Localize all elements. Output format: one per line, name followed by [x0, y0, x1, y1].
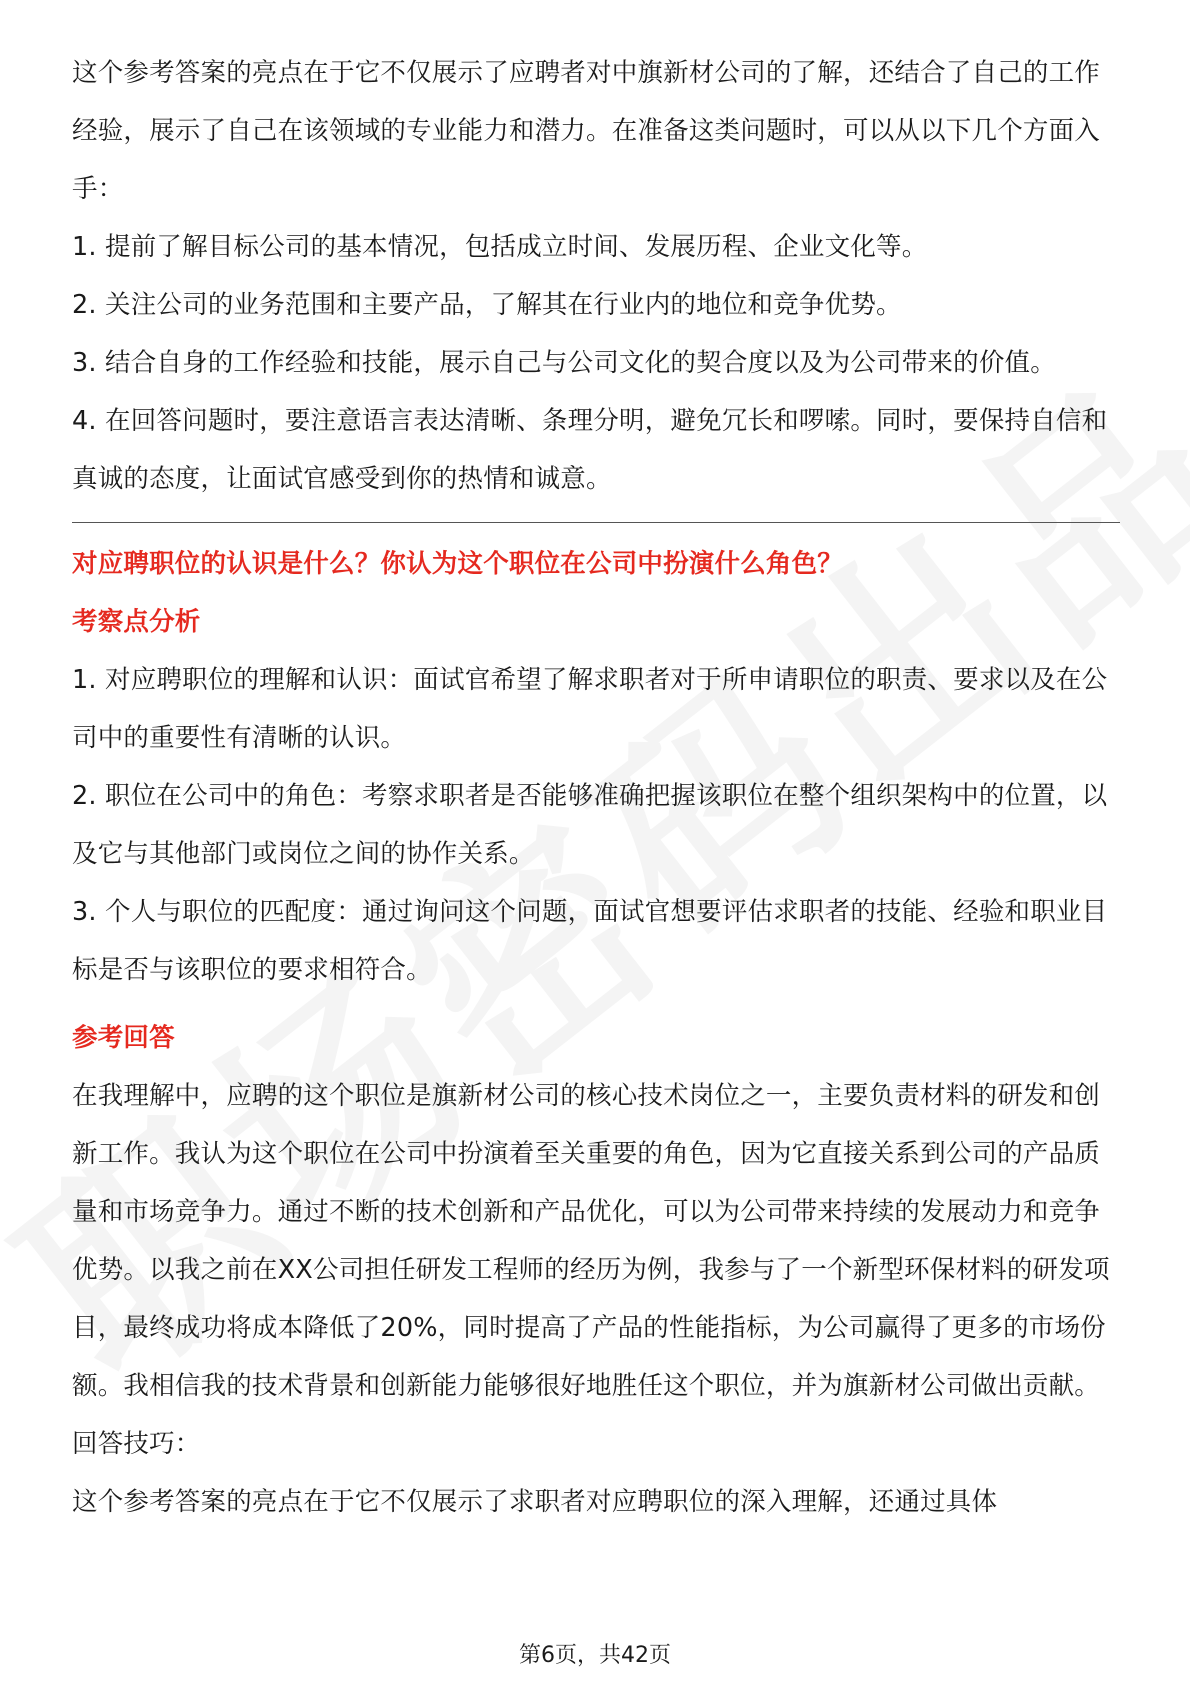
tips-label: 回答技巧：	[72, 1429, 201, 1459]
reference-answer: 在我理解中，应聘的这个职位是旗新材公司的核心技术岗位之一，主要负责材料的研发和创新工作。我认为这个职位在公司中扮演着至关重要的角色，因为它直接关系到公司的产品质量和市场竞争力。通过不断的技术创新和产品优化，可以为公司带来持续的发展动力和竞争优势。以我之前在XX公司担任研发工程师的经历为例，我参与了一个新型环保材料的研发项目，最终成功将成本降低了20%，同时提高了产品的性能指标，为公司赢得了更多的市场份额。我相信我的技术背景和创新能力能够很好地胜任这个职位，并为旗新材公司做出贡献。	[72, 1081, 1110, 1401]
tip-item: 1. 提前了解目标公司的基本情况，包括成立时间、发展历程、企业文化等。	[72, 232, 928, 262]
page-content	[72, 44, 1120, 1531]
reference-heading: 参考回答	[72, 1023, 175, 1053]
tip-item: 3. 结合自身的工作经验和技能，展示自己与公司文化的契合度以及为公司带来的价值。	[72, 348, 1056, 378]
tip-item: 4. 在回答问题时，要注意语言表达清晰、条理分明，避免冗长和啰嗦。同时，要保持自信和真诚的态度，让面试官感受到你的热情和诚意。	[72, 406, 1108, 494]
question-heading: 对应聘职位的认识是什么？你认为这个职位在公司中扮演什么角色？	[72, 549, 844, 579]
closing-paragraph: 这个参考答案的亮点在于它不仅展示了求职者对应聘职位的深入理解，还通过具体	[72, 1487, 998, 1517]
analysis-point: 2. 职位在公司中的角色：考察求职者是否能够准确把握该职位在整个组织架构中的位置，以及它与其他部门或岗位之间的协作关系。	[72, 781, 1108, 869]
tip-item: 2. 关注公司的业务范围和主要产品，了解其在行业内的地位和竞争优势。	[72, 290, 902, 320]
intro-paragraph: 这个参考答案的亮点在于它不仅展示了应聘者对中旗新材公司的了解，还结合了自己的工作经验，展示了自己在该领域的专业能力和潜力。在准备这类问题时，可以从以下几个方面入手：	[72, 58, 1101, 204]
analysis-point: 1. 对应聘职位的理解和认识：面试官希望了解求职者对于所申请职位的职责、要求以及在公司中的重要性有清晰的认识。	[72, 665, 1108, 753]
analysis-point: 3. 个人与职位的匹配度：通过询问这个问题，面试官想要评估求职者的技能、经验和职业目标是否与该职位的要求相符合。	[72, 897, 1108, 985]
analysis-heading: 考察点分析	[72, 607, 201, 637]
section-divider	[72, 522, 1120, 523]
page-footer: 第6页，共42页	[519, 1643, 671, 1668]
